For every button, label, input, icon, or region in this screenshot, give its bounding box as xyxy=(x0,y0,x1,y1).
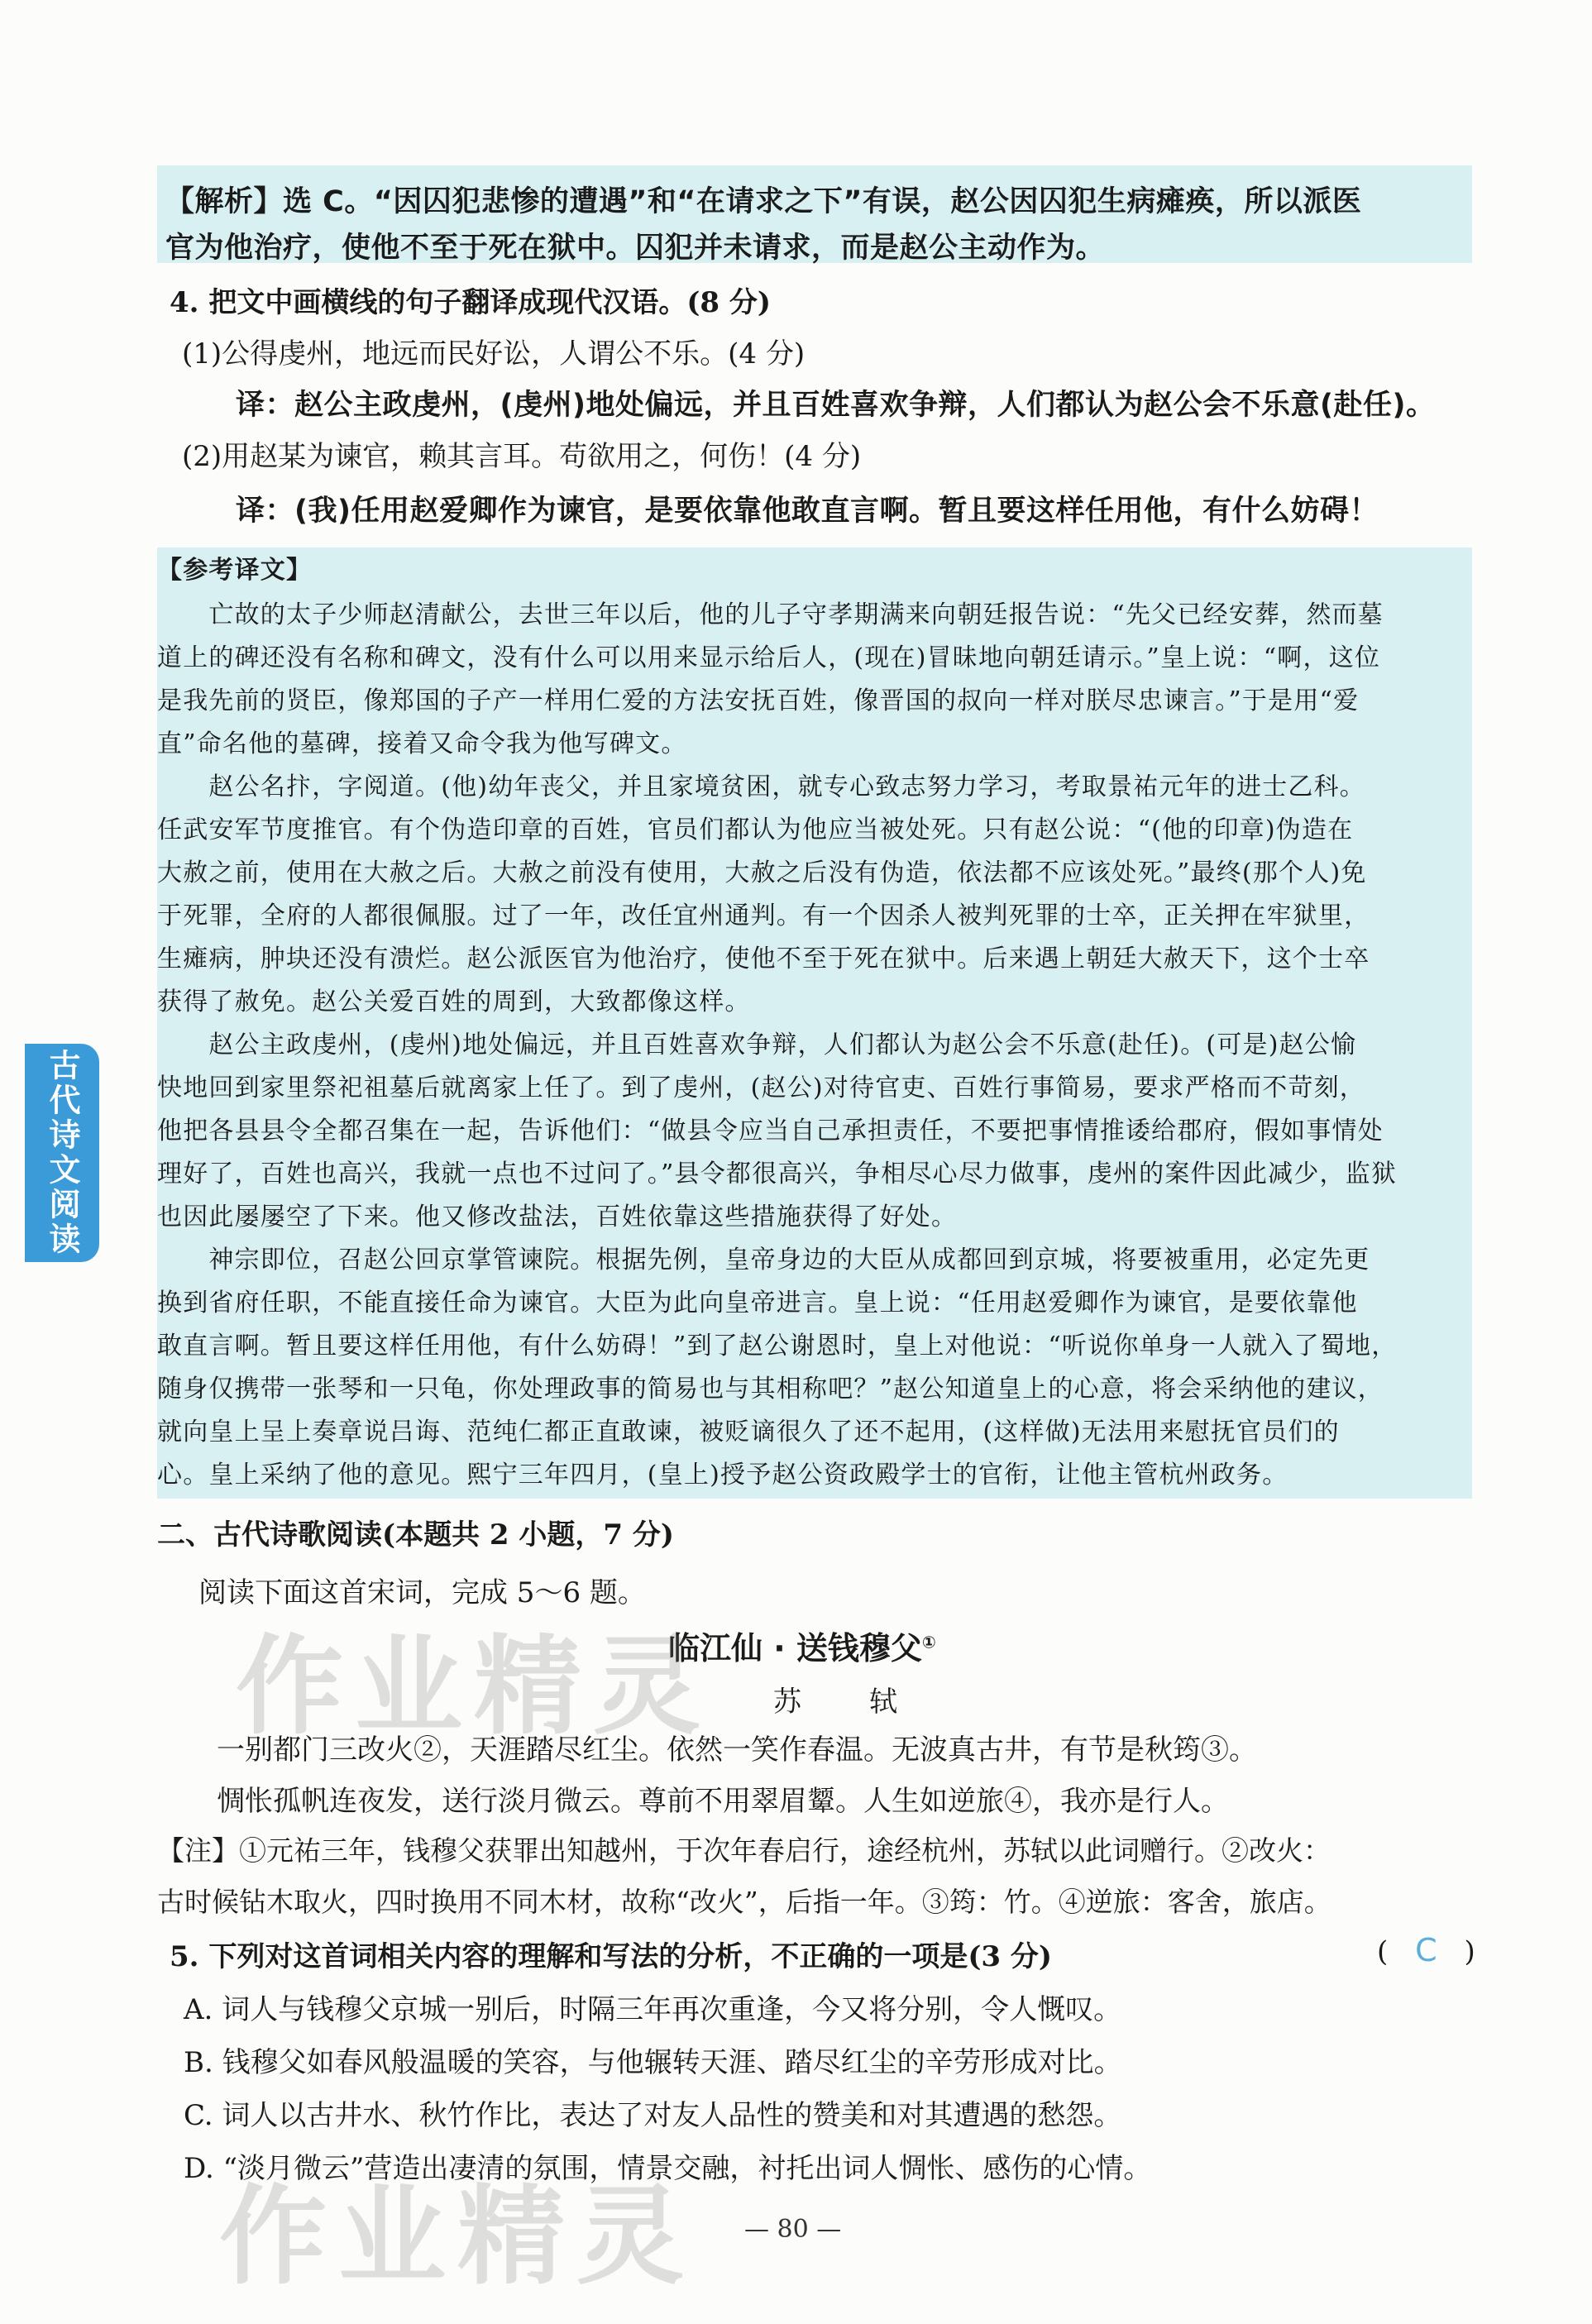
watermark-upper: 作业精灵 xyxy=(236,1623,713,1749)
answer3-line-2: 官为他治疗，使他不至于死在狱中。囚犯并未请求，而是赵公主动作为。 xyxy=(165,232,1106,265)
poem-notes-line-1: 【注】①元祐三年，钱穆父获罪出知越州，于次年春启行，途经杭州，苏轼以此词赠行。②改火： xyxy=(157,1834,1331,1867)
reference-line: 道上的碑还没有名称和碑文，没有什么可以用来显示给后人，(现在)冒昧地向朝廷请示。”皇上说：“啊，这位 xyxy=(157,643,1381,672)
page-number: — 80 — xyxy=(744,2215,842,2244)
reference-line: 任武安军节度推官。有个伪造印章的百姓，官员们都认为他应当被处死。只有赵公说：“(他的印章)伪造在 xyxy=(157,815,1354,844)
reference-line: 神宗即位，召赵公回京掌管谏院。根据先例，皇帝身边的大臣从成都回到京城，将要被重用，必定先更 xyxy=(157,1246,1370,1274)
bracket-open: ( xyxy=(1377,1935,1389,1968)
poem-author: 苏 轼 xyxy=(773,1686,917,1719)
answer3-line-1: 【解析】选 C。“因囚犯悲惨的遭遇”和“在请求之下”有误，赵公因囚犯生病瘫痪，所以派医 xyxy=(165,185,1362,218)
question-5-option-b: B. 钱穆父如春风般温暖的笑容，与他辗转天涯、踏尽红尘的辛劳形成对比。 xyxy=(184,2046,1122,2079)
reference-line: 快地回到家里祭祀祖墓后就离家上任了。到了虔州，(赵公)对待官吏、百姓行事简易，要求严格而不苛刻， xyxy=(157,1074,1366,1102)
question-5-answer: C xyxy=(1415,1932,1437,1968)
question-5-option-a: A. 词人与钱穆父京城一别后，时隔三年再次重逢，今又将分别，令人慨叹。 xyxy=(184,1993,1122,2026)
reference-line: 赵公主政虔州，(虔州)地处偏远，并且百姓喜欢争辩，人们都认为赵公会不乐意(赴任)。(可是)赵公愉 xyxy=(157,1030,1357,1059)
reference-line: 是我先前的贤臣，像郑国的子产一样用仁爱的方法安抚百姓，像晋国的叔向一样对朕尽忠谏言。”于是用“爱 xyxy=(157,686,1360,715)
section-2-intro: 阅读下面这首宋词，完成 5～6 题。 xyxy=(198,1576,646,1609)
poem-title-text: 临江仙 · 送钱穆父 xyxy=(668,1630,922,1666)
reference-line: 获得了赦免。赵公关爱百姓的周到，大致都像这样。 xyxy=(157,987,751,1016)
reference-line: 敢直言啊。暂且要这样任用他，有什么妨碍！”到了赵公谢恩时，皇上对他说：“听说你单身一人就入了蜀地， xyxy=(157,1332,1398,1360)
question-4-sentence-2: (2)用赵某为谏官，赖其言耳。苟欲用之，何伤！(4 分) xyxy=(182,440,862,473)
reference-line: 生瘫病，肿块还没有溃烂。赵公派医官为他治疗，使他不至于死在狱中。后来遇上朝廷大赦天下，这个士卒 xyxy=(157,944,1370,973)
question-5-stem: 5. 下列对这首词相关内容的理解和写法的分析，不正确的一项是(3 分) xyxy=(170,1940,1052,1973)
reference-line: 理好了，百姓也高兴，我就一点也不过问了。”县令都很高兴，争相尽心尽力做事，虔州的案件因此减少，监狱 xyxy=(157,1160,1398,1188)
question-4-sentence-1: (1)公得虔州，地远而民好讼，人谓公不乐。(4 分) xyxy=(182,337,806,371)
poem-title-note-mark: ① xyxy=(921,1632,936,1652)
question-4-answer-2: 译：(我)任用赵爱卿作为谏官，是要依靠他敢直言啊。暂且要这样任用他，有什么妨碍！ xyxy=(236,495,1379,528)
reference-line: 心。皇上采纳了他的意见。熙宁三年四月，(皇上)授予赵公资政殿学士的官衔，让他主管杭州政务。 xyxy=(157,1461,1288,1490)
poem-line-1: 一别都门三改火②，天涯踏尽红尘。依然一笑作春温。无波真古井，有节是秋筠③。 xyxy=(217,1733,1257,1767)
watermark-lower: 作业精灵 xyxy=(219,2173,696,2299)
question-5-answer-bracket xyxy=(1377,1932,1475,1968)
question-5-option-c: C. 词人以古井水、秋竹作比，表达了对友人品性的赞美和对其遭遇的愁怨。 xyxy=(184,2099,1122,2132)
poem-notes-line-2: 古时候钻木取火，四时换用不同木材，故称“改火”，后指一年。③筠：竹。④逆旅：客舍，旅店。 xyxy=(157,1886,1331,1918)
reference-line: 也因此屡屡空了下来。他又修改盐法，百姓依靠这些措施获得了好处。 xyxy=(157,1203,958,1231)
side-tab-section-label: 古代诗文阅读 xyxy=(25,1044,99,1262)
reference-line: 亡故的太子少师赵清献公，去世三年以后，他的儿子守孝期满来向朝廷报告说：“先父已经安葬，然而墓 xyxy=(157,600,1384,629)
reference-line: 换到省府任职，不能直接任命为谏官。大臣为此向皇帝进言。皇上说：“任用赵爱卿作为谏官，是要依靠他 xyxy=(157,1289,1358,1317)
reference-heading: 【参考译文】 xyxy=(157,556,313,585)
bracket-close: ) xyxy=(1464,1935,1475,1968)
question-4-answer-1: 译：赵公主政虔州，(虔州)地处偏远，并且百姓喜欢争辩，人们都认为赵公会不乐意(赴任)。 xyxy=(236,389,1436,422)
reference-line: 随身仅携带一张琴和一只龟，你处理政事的简易也与其相称吧？”赵公知道皇上的心意，将会采纳他的建议， xyxy=(157,1375,1384,1403)
question-5-option-d: D. “淡月微云”营造出凄清的氛围，情景交融，衬托出词人惆怅、感伤的心情。 xyxy=(184,2152,1152,2185)
section-2-heading: 二、古代诗歌阅读(本题共 2 小题，7 分) xyxy=(157,1518,674,1552)
reference-line: 大赦之前，使用在大赦之后。大赦之前没有使用，大赦之后没有伪造，依法都不应该处死。”最终(那个人)免 xyxy=(157,858,1367,887)
reference-line: 就向皇上呈上奏章说吕诲、范纯仁都正直敢谏，被贬谪很久了还不起用，(这样做)无法用来慰抚官员们的 xyxy=(157,1418,1340,1447)
question-4-stem: 4. 把文中画横线的句子翻译成现代汉语。(8 分) xyxy=(170,286,771,319)
reference-line: 于死罪，全府的人都很佩服。过了一年，改任宜州通判。有一个因杀人被判死罪的士卒，正关押在牢狱里， xyxy=(157,901,1370,930)
reference-line: 赵公名抃，字阅道。(他)幼年丧父，并且家境贫困，就专心致志努力学习，考取景祐元年的进士乙科。 xyxy=(157,772,1366,801)
reference-line: 他把各县县令全都召集在一起，告诉他们：“做县令应当自己承担责任，不要把事情推诿给郡府，假如事情处 xyxy=(157,1117,1384,1145)
reference-line: 直”命名他的墓碑，接着又命令我为他写碑文。 xyxy=(157,729,687,758)
poem-line-2: 惆怅孤帆连夜发，送行淡月微云。尊前不用翠眉颦。人生如逆旅④，我亦是行人。 xyxy=(217,1785,1229,1818)
